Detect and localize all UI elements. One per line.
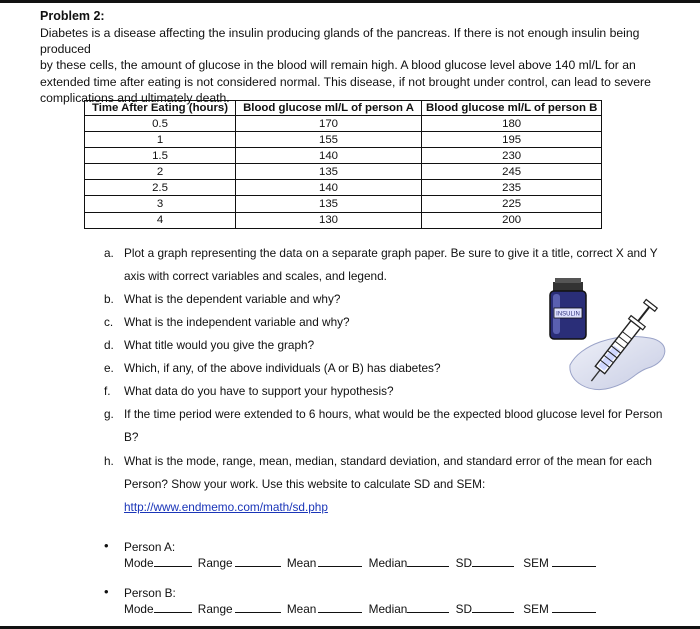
table-cell: 1.5 — [85, 148, 236, 164]
column-header-person-b: Blood glucose ml/L of person B — [422, 101, 602, 116]
table-cell: 235 — [422, 180, 602, 196]
question-marker: c. — [104, 315, 114, 329]
range-blank[interactable] — [235, 602, 281, 613]
question-text: Person? Show your work. Use this website to calculate SD and SEM: — [124, 477, 486, 491]
intro-line: by these cells, the amount of glucose in the blood will remain high. A blood glucose level above 140 ml/L for an — [40, 58, 636, 73]
intro-line: Diabetes is a disease affecting the insulin producing glands of the pancreas. If there is not enough insulin being produced — [40, 26, 640, 57]
intro-line: extended time after eating is not considered normal. This disease, if not brought under control, can lead to severe — [40, 74, 651, 89]
mode-blank[interactable] — [154, 602, 192, 613]
table-row — [85, 212, 602, 228]
bullet: • — [104, 584, 109, 599]
sem-label: SEM — [523, 602, 549, 616]
column-header-person-a: Blood glucose ml/L of person A — [236, 101, 422, 116]
table-cell: 140 — [236, 180, 422, 196]
sem-blank[interactable] — [552, 602, 596, 613]
glucose-table — [84, 100, 602, 229]
column-header-time: Time After Eating (hours) — [85, 101, 236, 116]
range-label: Range — [197, 602, 233, 616]
table-cell: 245 — [422, 164, 602, 180]
table-cell: 2 — [85, 164, 236, 180]
table-header-row — [85, 101, 602, 116]
insulin-vial-and-syringe-icon — [540, 270, 682, 400]
median-blank[interactable] — [407, 602, 449, 613]
bullet: • — [104, 538, 109, 553]
mode-label: Mode — [124, 602, 154, 616]
range-blank[interactable] — [235, 556, 281, 567]
table-cell: 2.5 — [85, 180, 236, 196]
intro-line: complications and ultimately death. — [40, 90, 230, 105]
range-label: Range — [197, 556, 233, 570]
question-text: axis with correct variables and scales, and legend. — [124, 269, 387, 283]
question-marker: f. — [104, 384, 111, 398]
table-row — [85, 180, 602, 196]
person-a-label: Person A: — [124, 540, 176, 554]
median-label: Median — [368, 556, 408, 570]
person-b-stats-row — [124, 602, 596, 616]
question-text: B? — [124, 430, 139, 444]
question-text: Plot a graph representing the data on a separate graph paper. Be sure to give it a title, correct X and Y — [124, 246, 658, 260]
question-text: What data do you have to support your hypothesis? — [124, 384, 394, 398]
question-text: What is the mode, range, mean, median, standard deviation, and standard error of the mean for each — [124, 454, 652, 468]
question-marker: h. — [104, 454, 114, 468]
table-cell: 230 — [422, 148, 602, 164]
problem-title: Problem 2: — [40, 9, 105, 23]
question-marker: a. — [104, 246, 114, 260]
table-row — [85, 164, 602, 180]
question-text: Which, if any, of the above individuals (A or B) has diabetes? — [124, 361, 441, 375]
question-text: What title would you give the graph? — [124, 338, 315, 352]
mode-blank[interactable] — [154, 556, 192, 567]
mean-blank[interactable] — [318, 556, 362, 567]
table-cell: 3 — [85, 196, 236, 212]
table-row — [85, 148, 602, 164]
vial-label: INSULIN — [556, 311, 580, 318]
question-marker: b. — [104, 292, 114, 306]
mean-blank[interactable] — [318, 602, 362, 613]
table-cell: 170 — [236, 116, 422, 132]
question-text: What is the independent variable and why? — [124, 315, 350, 329]
table-row — [85, 132, 602, 148]
table-cell: 4 — [85, 212, 236, 228]
table-cell: 1 — [85, 132, 236, 148]
table-row — [85, 116, 602, 132]
person-b-label: Person B: — [124, 586, 176, 600]
table-cell: 195 — [422, 132, 602, 148]
table-cell: 135 — [236, 196, 422, 212]
median-blank[interactable] — [407, 556, 449, 567]
question-marker: d. — [104, 338, 114, 352]
sem-blank[interactable] — [552, 556, 596, 567]
sem-label: SEM — [523, 556, 549, 570]
mean-label: Mean — [286, 602, 317, 616]
table-cell: 0.5 — [85, 116, 236, 132]
table-cell: 130 — [236, 212, 422, 228]
median-label: Median — [368, 602, 408, 616]
table-cell: 200 — [422, 212, 602, 228]
question-marker: e. — [104, 361, 114, 375]
sd-blank[interactable] — [472, 602, 514, 613]
table-cell: 155 — [236, 132, 422, 148]
sd-blank[interactable] — [472, 556, 514, 567]
mean-label: Mean — [286, 556, 317, 570]
table-row — [85, 196, 602, 212]
table-cell: 225 — [422, 196, 602, 212]
question-text: If the time period were extended to 6 hours, what would be the expected blood glucose level for Person — [124, 407, 663, 421]
mode-label: Mode — [124, 556, 154, 570]
problem-intro — [40, 25, 668, 106]
sd-label: SD — [455, 556, 473, 570]
question-marker: g. — [104, 407, 114, 421]
sd-calculator-link[interactable]: http://www.endmemo.com/math/sd.php — [124, 500, 328, 514]
question-text: What is the dependent variable and why? — [124, 292, 341, 306]
table-cell: 135 — [236, 164, 422, 180]
table-cell: 180 — [422, 116, 602, 132]
sd-label: SD — [455, 602, 473, 616]
person-a-stats-row — [124, 556, 596, 570]
table-cell: 140 — [236, 148, 422, 164]
top-border — [0, 0, 700, 3]
